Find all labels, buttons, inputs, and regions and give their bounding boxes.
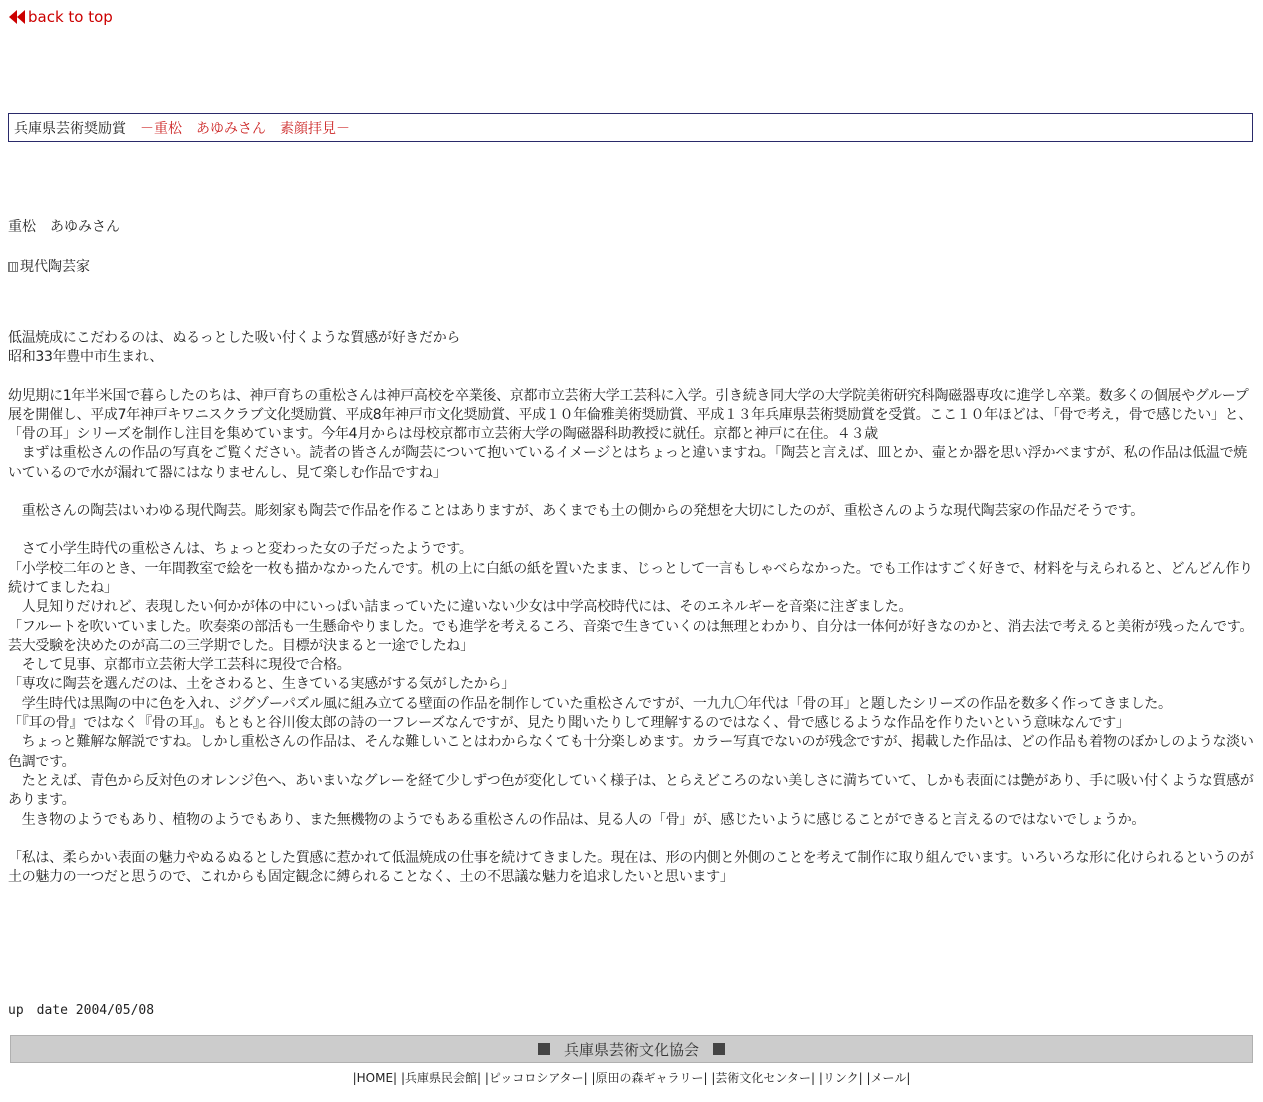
footer-link[interactable]: |リンク| [818, 1071, 863, 1085]
footer-bar [10, 1035, 1253, 1063]
page-subtitle: －重松 あゆみさん 素顔拝見－ [140, 120, 350, 137]
footer-link[interactable]: |原田の森ギャラリー| [591, 1071, 708, 1085]
profile-name: 重松 あゆみさん [8, 219, 120, 235]
occupation-label: 現代陶芸家 [20, 259, 90, 275]
square-icon [538, 1043, 550, 1055]
square-icon [713, 1043, 725, 1055]
footer-link[interactable]: |HOME| [352, 1071, 398, 1085]
footer-nav [0, 1069, 1263, 1086]
placeholder-box-icon [8, 262, 18, 272]
footer-link[interactable]: |メール| [866, 1071, 911, 1085]
article-body [8, 329, 1256, 887]
double-left-arrow-icon [8, 9, 26, 25]
page-title-box [8, 113, 1253, 142]
article-paragraph: さて小学生時代の重松さんは、ちょっと変わった女の子だったようです。 「小学校二年のとき、一年間教室で絵を一枚も描かなかったんです。机の上に白紙の紙を置いたまま、じっとして一言もしゃべらなかった。でも工作はすごく好きで、材料を与えられると、どんどん作り続けてましたね」 人見知りだけれど、表現したい何かが体の中にいっぱい詰まっていたに違いない少女は中学高校時代には、そのエネルギーを音楽に注ぎました。 「フルートを吹いていました。吹奏楽の部活も一生懸命やりました。でも進学を考えるころ、音楽で生きていくのは無理とわかり、自分は一体何が好きなのかと、消去法で考えると美術が残ったんです。芸大受験を決めたのが高二の三学期でした。目標が決まると一途でしたね」 そして見事、京都市立芸術大学工芸科に現役で合格。 「専攻に陶芸を選んだのは、土をさわると、生きている実感がする気がしたから」 学生時代は黒陶の中に色を入れ、ジグゾーパズル風に組み立てる壁面の作品を制作していた重松さんですが、一九九〇年代は「骨の耳」と題したシリーズの作品を数多く作ってきました。 「『耳の骨』ではなく『骨の耳』。もともと谷川俊太郎の詩の一フレーズなんですが、見たり聞いたりして理解するのではなく、骨で感じるような作品を作りたいという意味なんです」 ちょっと難解な解説ですね。しかし重松さんの作品は、そんな難しいことはわからなくても十分楽しめます。カラー写真でないのが残念ですが、掲載した作品は、どの作品も着物のぼかしのような淡い色調です。 たとえば、青色から反対色のオレンジ色へ、あいまいなグレーを経て少しずつ色が変化していく様子は、とらえどころのない美しさに満ちていて、しかも表面には艶があり、手に吸い付くような質感があります。 生き物のようでもあり、植物のようでもあり、また無機物のようでもある重松さんの作品は、見る人の「骨」が、感じたいように感じることができると言えるのではないでしょうか。 [8, 541, 1254, 828]
profile-occupation [8, 256, 90, 276]
footer-link[interactable]: |ピッコロシアター| [484, 1071, 588, 1085]
update-date: up date 2004/05/08 [8, 1003, 155, 1018]
article-paragraph: 低温焼成にこだわるのは、ぬるっとした吸い付くような質感が好きだから 昭和33年豊中市生まれ、 [8, 330, 461, 366]
article-paragraph: 「私は、柔らかい表面の魅力やぬるぬるとした質感に惹かれて低温焼成の仕事を続けてきました。現在は、形の内側と外側のことを考えて制作に取り組んでいます。いろいろな形に化けられるというのが土の魅力の一つだと思うので、これからも固定観念に縛られることなく、土の不思議な魅力を追求したいと思います」 [8, 849, 1254, 886]
footer-link[interactable]: |兵庫県民会館| [400, 1071, 482, 1085]
paragraph-gap [8, 830, 1256, 849]
footer-org-name: 兵庫県芸術文化協会 [563, 1040, 699, 1059]
back-to-top-label: back to top [28, 8, 113, 26]
back-to-top-link[interactable] [8, 8, 113, 26]
page-title: 兵庫県芸術奨励賞 [14, 120, 126, 137]
paragraph-gap [8, 521, 1256, 540]
article-paragraph: 重松さんの陶芸はいわゆる現代陶芸。彫刻家も陶芸で作品を作ることはありますが、あくまでも土の側からの発想を大切にしたのが、重松さんのような現代陶芸家の作品だそうです。 [8, 503, 1144, 520]
article-paragraph: 幼児期に1年半米国で暮らしたのちは、神戸育ちの重松さんは神戸高校を卒業後、京都市立芸術大学工芸科に入学。引き続き同大学の大学院美術研究科陶磁器専攻に進学し卒業。数多くの個展やグループ展を開催し、平成7年神戸キワニスクラブ文化奨励賞、平成8年神戸市文化奨励賞、平成１０年倫雅美術奨励賞、平成１３年兵庫県芸術奨励賞を受賞。ここ１０年ほどは、「骨で考え，骨で感じたい」と、「骨の耳」シリーズを制作し注目を集めています。今年4月からは母校京都市立芸術大学の陶磁器科助教授に就任。京都と神戸に在住。４３歳 まずは重松さんの作品の写真をご覧ください。読者の皆さんが陶芸について抱いているイメージとはちょっと違いますね。「陶芸と言えば、皿とか、壷とか器を思い浮かべますが、私の作品は低温で焼いているので水が漏れて器にはなりませんし、見て楽しむ作品ですね」 [8, 387, 1253, 481]
footer-link[interactable]: |芸術文化センター| [711, 1071, 815, 1085]
paragraph-gap [8, 483, 1256, 502]
paragraph-gap [8, 368, 1256, 387]
